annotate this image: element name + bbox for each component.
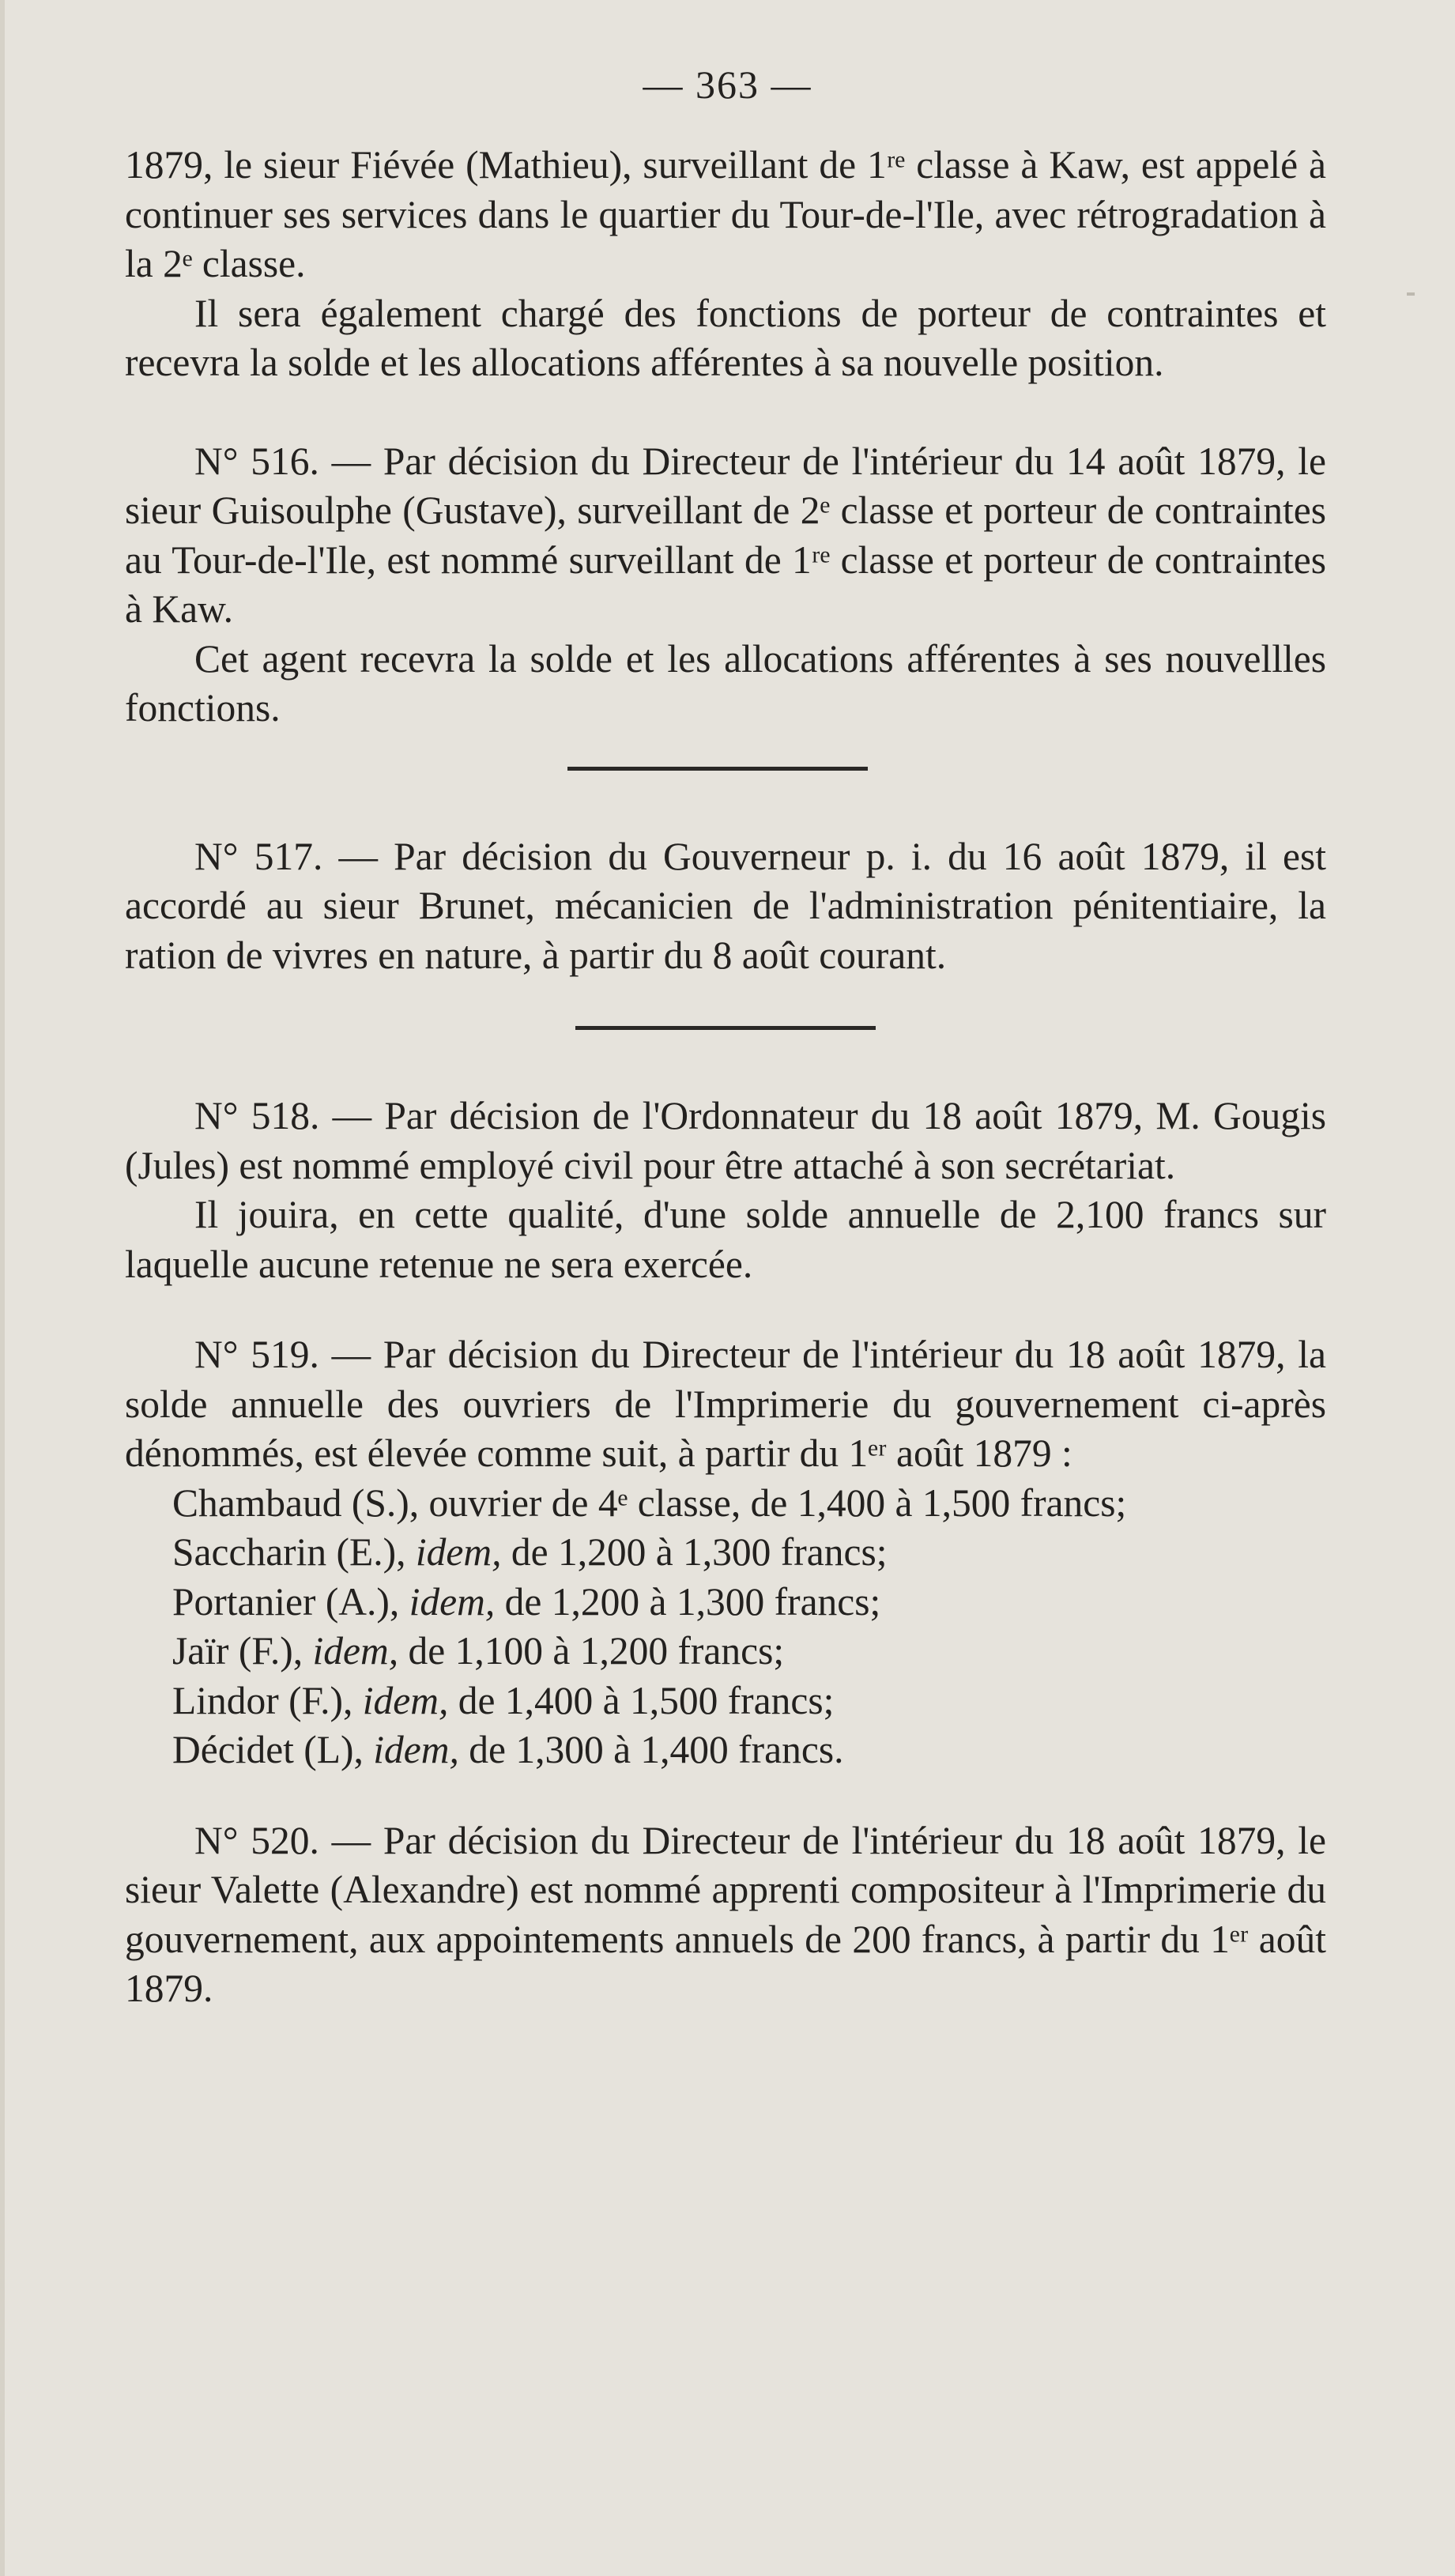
paragraph-continuation: 1879, le sieur Fiévée (Mathieu), surveillant de 1ʳᵉ classe à Kaw, est appelé à continuer ses services dans le quartier du Tour-de-l'Ile, avec rétrogradation à la 2ᵉ classe.	[125, 143, 1326, 285]
page-edge	[0, 0, 5, 2576]
ink-speck	[1407, 292, 1415, 296]
section-divider	[575, 1026, 876, 1030]
decision-516: N° 516. — Par décision du Directeur de l'intérieur du 14 août 1879, le sieur Guisoulphe (Gustave), surveillant de 2ᵉ classe et porteur de contraintes au Tour-de-l'Ile, est nommé surveillant de 1ʳᵉ classe et porteur de contraintes à Kaw.	[125, 439, 1326, 631]
list-item: Jaïr (F.), idem, de 1,100 à 1,200 francs;	[172, 1629, 785, 1673]
list-item: Lindor (F.), idem, de 1,400 à 1,500 francs;	[172, 1678, 835, 1722]
paragraph-porteur: Il sera également chargé des fonctions de porteur de contraintes et recevra la solde et les allocations afférentes à sa nouvelle position.	[125, 291, 1326, 384]
page-body	[125, 141, 1326, 2014]
decision-520: N° 520. — Par décision du Directeur de l'intérieur du 18 août 1879, le sieur Valette (Alexandre) est nommé apprenti compositeur à l'Imprimerie du gouvernement, aux appointements annuels de 200 francs, à partir du 1ᵉʳ août 1879.	[125, 1818, 1326, 2010]
decision-516-note: Cet agent recevra la solde et les allocations afférentes à ses nouvellles fonctions.	[125, 636, 1326, 730]
decision-519: N° 519. — Par décision du Directeur de l'intérieur du 18 août 1879, la solde annuelle des ouvriers de l'Imprimerie du gouvernement ci-après dénommés, est élevée comme suit, à partir du 1ᵉʳ août 1879 :	[125, 1333, 1326, 1475]
page-number: — 363 —	[643, 62, 812, 107]
list-item: Portanier (A.), idem, de 1,200 à 1,300 francs;	[172, 1579, 881, 1624]
list-item: Saccharin (E.), idem, de 1,200 à 1,300 francs;	[172, 1530, 888, 1574]
decision-518-note: Il jouira, en cette qualité, d'une solde annuelle de 2,100 francs sur laquelle aucune retenue ne sera exercée.	[125, 1193, 1326, 1286]
worker-list	[125, 1479, 1326, 1775]
list-item: Chambaud (S.), ouvrier de 4ᵉ classe, de 1,400 à 1,500 francs;	[172, 1480, 1127, 1525]
list-item: Décidet (L), idem, de 1,300 à 1,400 francs.	[172, 1728, 844, 1771]
decision-518: N° 518. — Par décision de l'Ordonnateur du 18 août 1879, M. Gougis (Jules) est nommé employé civil pour être attaché à son secrétariat.	[125, 1094, 1326, 1187]
decision-517: N° 517. — Par décision du Gouverneur p. i. du 16 août 1879, il est accordé au sieur Brunet, mécanicien de l'administration pénitentiaire, la ration de vivres en nature, à partir du 8 août courant.	[125, 834, 1326, 977]
section-divider	[567, 767, 868, 771]
